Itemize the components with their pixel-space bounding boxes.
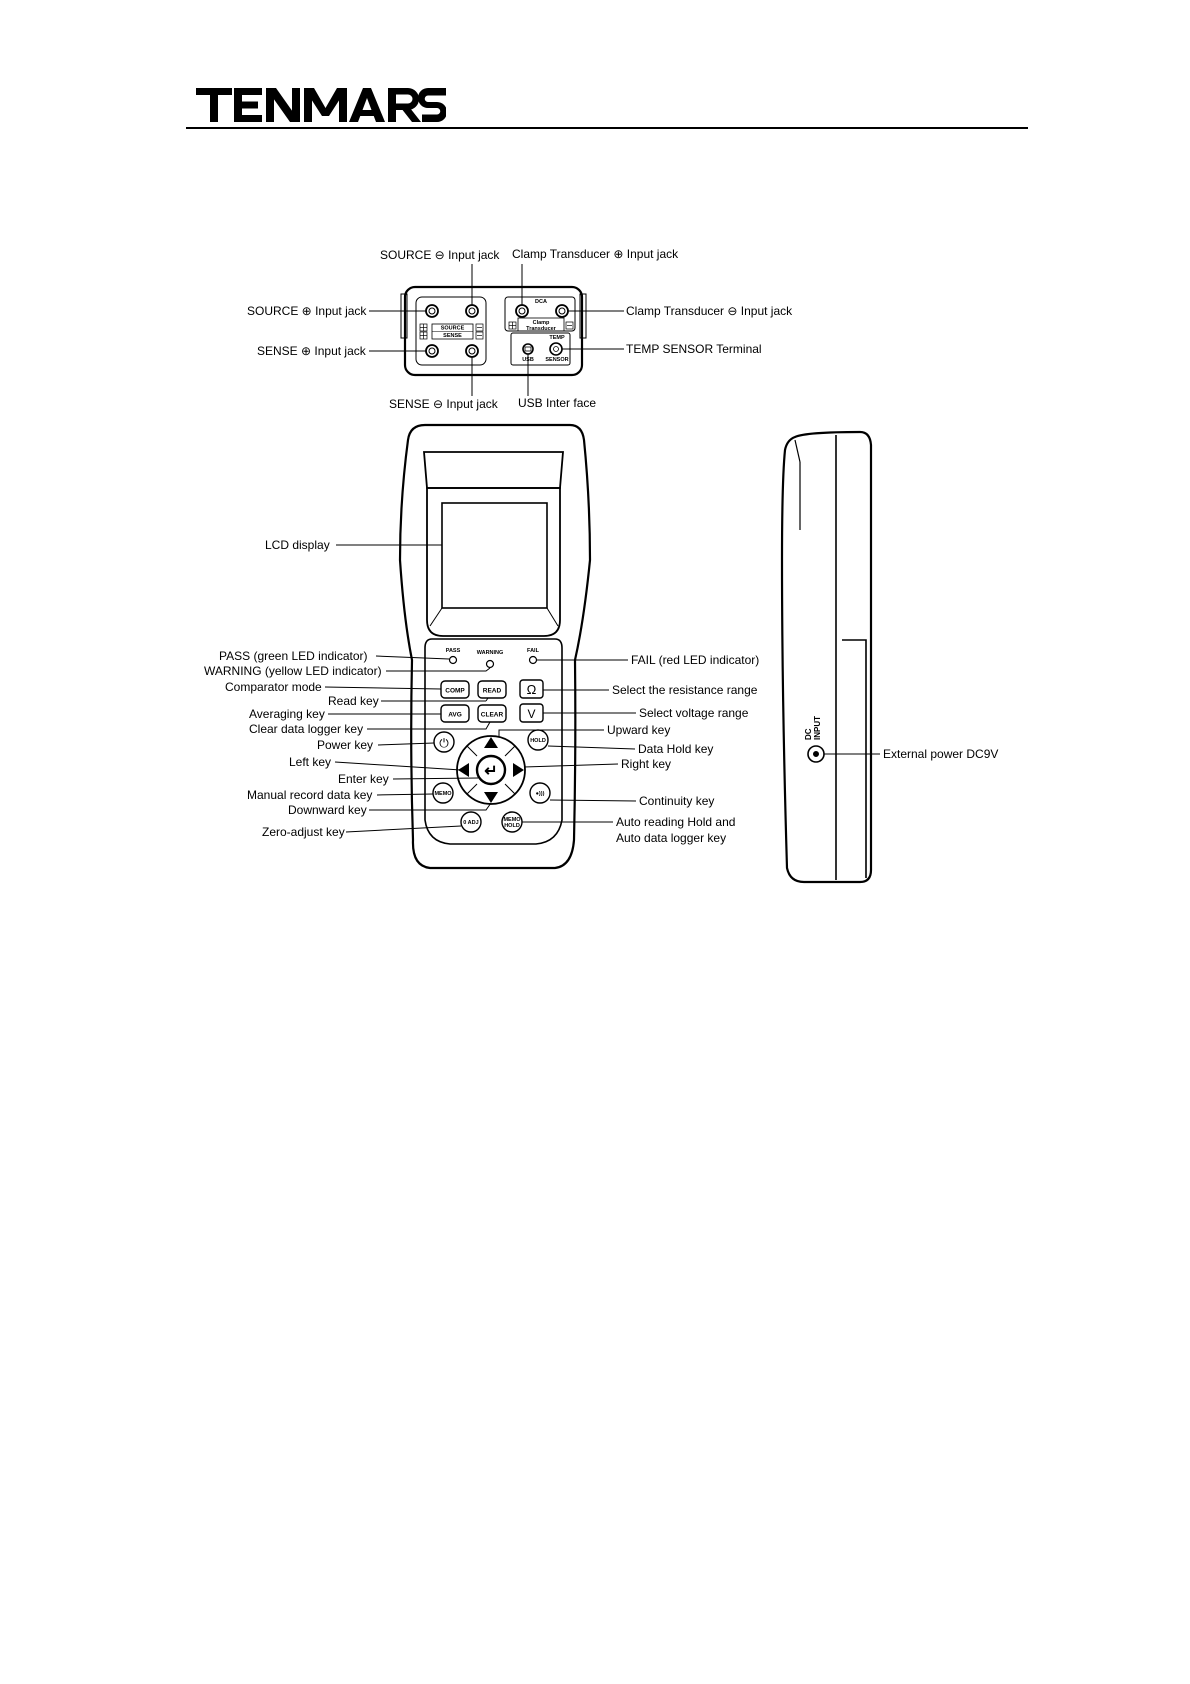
zero-adj-key[interactable] <box>461 812 481 832</box>
sense-minus-jack <box>466 345 478 357</box>
label-auto-hold-2: Auto data logger key <box>616 831 727 845</box>
label-voltage: Select voltage range <box>639 706 749 720</box>
label-read: Read key <box>328 694 379 708</box>
power-icon: ⏻ <box>439 736 449 750</box>
comp-key-label: COMP <box>445 687 465 695</box>
side-panel <box>782 432 871 882</box>
silk-fail: FAIL <box>527 648 539 654</box>
continuity-key[interactable] <box>530 783 550 803</box>
label-clamp-plus-jack: Clamp Transducer ⊕ Input jack <box>512 247 679 261</box>
label-warning: WARNING (yellow LED indicator) <box>204 664 382 678</box>
silk-sensor: SENSOR <box>545 357 569 363</box>
silk-dca: DCA <box>535 299 547 305</box>
continuity-icon: ●))) <box>535 791 545 797</box>
label-sense-plus-jack: SENSE ⊕ Input jack <box>257 344 366 358</box>
label-right: Right key <box>621 757 672 771</box>
label-upward: Upward key <box>607 723 671 737</box>
label-source-minus-jack: SOURCE ⊖ Input jack <box>380 248 500 262</box>
label-downward: Downward key <box>288 803 367 817</box>
ohm-key-label: Ω <box>526 682 537 697</box>
clear-key-label: CLEAR <box>480 711 504 719</box>
clamp-minus-jack <box>556 305 568 317</box>
silk-transducer: Transducer <box>526 326 556 332</box>
silk-input: INPUT <box>813 716 822 740</box>
avg-key[interactable] <box>441 705 469 722</box>
ohm-key[interactable] <box>520 680 543 698</box>
memo-key[interactable] <box>433 783 453 803</box>
auto-memo-key-label: MEMO <box>503 817 521 823</box>
source-minus-jack <box>466 305 478 317</box>
auto-memo-hold-key[interactable] <box>502 812 522 832</box>
clear-key[interactable] <box>478 705 506 722</box>
lcd-display <box>442 503 547 608</box>
memo-key-label: MEMO <box>434 791 452 797</box>
label-manual-record: Manual record data key <box>247 788 373 802</box>
label-comparator: Comparator mode <box>225 680 322 694</box>
label-resistance: Select the resistance range <box>612 683 758 697</box>
label-lcd: LCD display <box>265 538 330 552</box>
dc-input-jack <box>808 746 824 762</box>
clamp-plus-jack <box>516 305 528 317</box>
label-usb: USB Inter face <box>518 396 597 410</box>
label-power: Power key <box>317 738 374 752</box>
volt-key[interactable] <box>520 704 543 722</box>
source-plus-jack <box>426 305 438 317</box>
label-sense-minus-jack: SENSE ⊖ Input jack <box>389 397 498 411</box>
volt-key-label: V <box>527 707 536 721</box>
label-pass: PASS (green LED indicator) <box>219 649 368 663</box>
temp-sensor-port <box>550 343 562 355</box>
label-continuity: Continuity key <box>639 794 715 808</box>
read-key-label: READ <box>482 687 502 695</box>
avg-key-label: AVG <box>448 711 462 719</box>
silk-temp: TEMP <box>549 335 565 341</box>
hold-key[interactable] <box>528 730 548 750</box>
label-data-hold: Data Hold key <box>638 742 714 756</box>
warning-led <box>487 661 494 668</box>
fail-led <box>530 657 537 664</box>
label-zero-adjust: Zero-adjust key <box>262 825 345 839</box>
silk-warning: WARNING <box>476 650 504 656</box>
auto-hold-key-label: HOLD <box>504 823 520 829</box>
power-key[interactable] <box>434 732 454 752</box>
label-external-power: External power DC9V <box>883 747 999 761</box>
zero-adj-key-label: 0 ADJ <box>463 820 479 826</box>
silk-dc: DC <box>804 728 813 740</box>
enter-key[interactable] <box>477 756 505 784</box>
silk-pass: PASS <box>445 648 461 654</box>
usb-port <box>523 344 533 354</box>
comp-key[interactable] <box>441 681 469 698</box>
label-enter: Enter key <box>338 772 389 786</box>
label-temp-sensor: TEMP SENSOR Terminal <box>626 342 762 356</box>
silk-clamp: Clamp <box>532 320 550 326</box>
hold-key-label: HOLD <box>530 738 546 744</box>
sense-plus-jack <box>426 345 438 357</box>
label-fail: FAIL (red LED indicator) <box>631 653 760 667</box>
label-source-plus-jack: SOURCE ⊕ Input jack <box>247 304 367 318</box>
read-key[interactable] <box>478 681 506 698</box>
silk-usb: USB <box>522 357 534 363</box>
label-auto-hold-1: Auto reading Hold and <box>616 815 736 829</box>
label-left: Left key <box>289 755 332 769</box>
label-clamp-minus-jack: Clamp Transducer ⊖ Input jack <box>626 304 793 318</box>
silk-sense: SENSE <box>443 333 462 339</box>
label-clear: Clear data logger key <box>249 722 364 736</box>
enter-icon: ↵ <box>484 763 498 780</box>
pass-led <box>450 657 457 664</box>
label-averaging: Averaging key <box>249 707 325 721</box>
silk-source: SOURCE <box>440 325 465 332</box>
